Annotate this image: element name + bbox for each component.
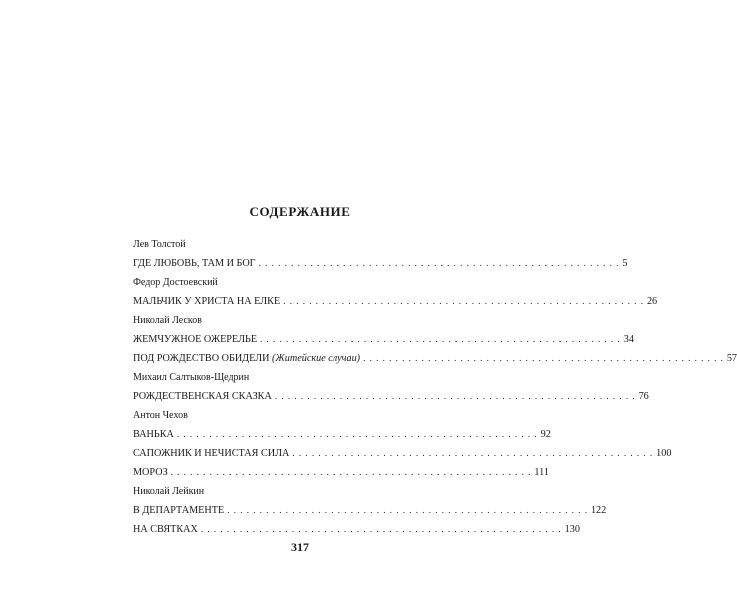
entry-title: НА СВЯТКАХ bbox=[133, 524, 198, 535]
entry-title: МАЛЬЧИК У ХРИСТА НА ЕЛКЕ bbox=[133, 296, 281, 307]
entry-title-wrap bbox=[133, 352, 360, 365]
toc-entry bbox=[133, 523, 580, 536]
toc-entry bbox=[133, 390, 649, 403]
toc-entry bbox=[133, 466, 549, 479]
author-name: Лев Толстой bbox=[133, 239, 186, 250]
dot-leader: . . . . . . . . . . . . . . . . . . . . . . . . . . . . . . . . . . . . . . . . . . . . . . . . . . . . . . . . bbox=[200, 524, 562, 534]
entry-title: РОЖДЕСТВЕНСКАЯ СКАЗКА bbox=[133, 391, 272, 402]
entry-title-wrap bbox=[133, 504, 224, 517]
author-name: Антон Чехов bbox=[133, 410, 188, 421]
entry-page: 26 bbox=[646, 296, 658, 307]
dot-leader: . . . . . . . . . . . . . . . . . . . . . . . . . . . . . . . . . . . . . . . . . . . . . . . . . . . . . . . . bbox=[274, 391, 636, 401]
entry-page: 5 bbox=[622, 258, 628, 269]
dot-leader: . . . . . . . . . . . . . . . . . . . . . . . . . . . . . . . . . . . . . . . . . . . . . . . . . . . . . . . . bbox=[227, 505, 588, 515]
entry-title: ВАНЬКА bbox=[133, 429, 174, 440]
dot-leader: . . . . . . . . . . . . . . . . . . . . . . . . . . . . . . . . . . . . . . . . . . . . . . . . . . . . . . . . bbox=[258, 258, 620, 268]
contents-heading: СОДЕРЖАНИЕ bbox=[249, 204, 351, 219]
toc-entry bbox=[133, 333, 634, 346]
author-name: Николай Лейкин bbox=[133, 486, 205, 497]
author-name: Михаил Салтыков-Щедрин bbox=[133, 372, 250, 383]
entry-page: 57 bbox=[726, 353, 737, 364]
entry-title-wrap bbox=[133, 466, 168, 479]
dot-leader: . . . . . . . . . . . . . . . . . . . . . . . . . . . . . . . . . . . . . . . . . . . . . . . . . . . . . . . . bbox=[170, 467, 532, 477]
entry-title-wrap bbox=[133, 428, 174, 441]
author-name: Николай Лесков bbox=[133, 315, 202, 326]
entry-title-wrap bbox=[133, 390, 272, 403]
entry-page: 100 bbox=[656, 448, 672, 459]
dot-leader: . . . . . . . . . . . . . . . . . . . . . . . . . . . . . . . . . . . . . . . . . . . . . . . . . . . . . . . . bbox=[363, 353, 724, 363]
entry-title-wrap bbox=[133, 523, 198, 536]
page-number: 317 bbox=[291, 540, 309, 554]
entry-title-wrap bbox=[133, 257, 256, 270]
entry-page: 111 bbox=[534, 467, 549, 478]
entry-title: ГДЕ ЛЮБОВЬ, ТАМ И БОГ bbox=[133, 258, 256, 269]
toc-entry bbox=[133, 295, 658, 308]
dot-leader: . . . . . . . . . . . . . . . . . . . . . . . . . . . . . . . . . . . . . . . . . . . . . . . . . . . . . . . . bbox=[260, 334, 621, 344]
dot-leader: . . . . . . . . . . . . . . . . . . . . . . . . . . . . . . . . . . . . . . . . . . . . . . . . . . . . . . . . bbox=[176, 429, 538, 439]
entry-subtitle: (Житейские случаи) bbox=[272, 353, 361, 364]
entry-title: В ДЕПАРТАМЕНТЕ bbox=[133, 505, 225, 516]
entry-title: МОРОЗ bbox=[133, 467, 168, 478]
entry-title: ПОД РОЖДЕСТВО ОБИДЕЛИ bbox=[133, 353, 270, 364]
dot-leader: . . . . . . . . . . . . . . . . . . . . . . . . . . . . . . . . . . . . . . . . . . . . . . . . . . . . . . . . bbox=[283, 296, 644, 306]
dot-leader: . . . . . . . . . . . . . . . . . . . . . . . . . . . . . . . . . . . . . . . . . . . . . . . . . . . . . . . . bbox=[292, 448, 654, 458]
toc-entry bbox=[133, 504, 607, 517]
entry-title-wrap bbox=[133, 295, 280, 308]
toc-entry bbox=[133, 352, 737, 365]
entry-title-wrap bbox=[133, 333, 257, 346]
author-name: Федор Достоевский bbox=[133, 277, 218, 288]
table-of-contents bbox=[133, 238, 737, 536]
toc-entry bbox=[133, 447, 672, 460]
entry-title: САПОЖНИК И НЕЧИСТАЯ СИЛА bbox=[133, 448, 290, 459]
entry-title: ЖЕМЧУЖНОЕ ОЖЕРЕЛЬЕ bbox=[133, 334, 258, 345]
entry-title-wrap bbox=[133, 447, 289, 460]
toc-entry bbox=[133, 257, 628, 270]
toc-entry bbox=[133, 428, 551, 441]
entry-page: 34 bbox=[623, 334, 634, 345]
entry-page: 130 bbox=[564, 524, 580, 535]
entry-page: 76 bbox=[638, 391, 649, 402]
entry-page: 122 bbox=[590, 505, 607, 516]
entry-page: 92 bbox=[540, 429, 551, 440]
